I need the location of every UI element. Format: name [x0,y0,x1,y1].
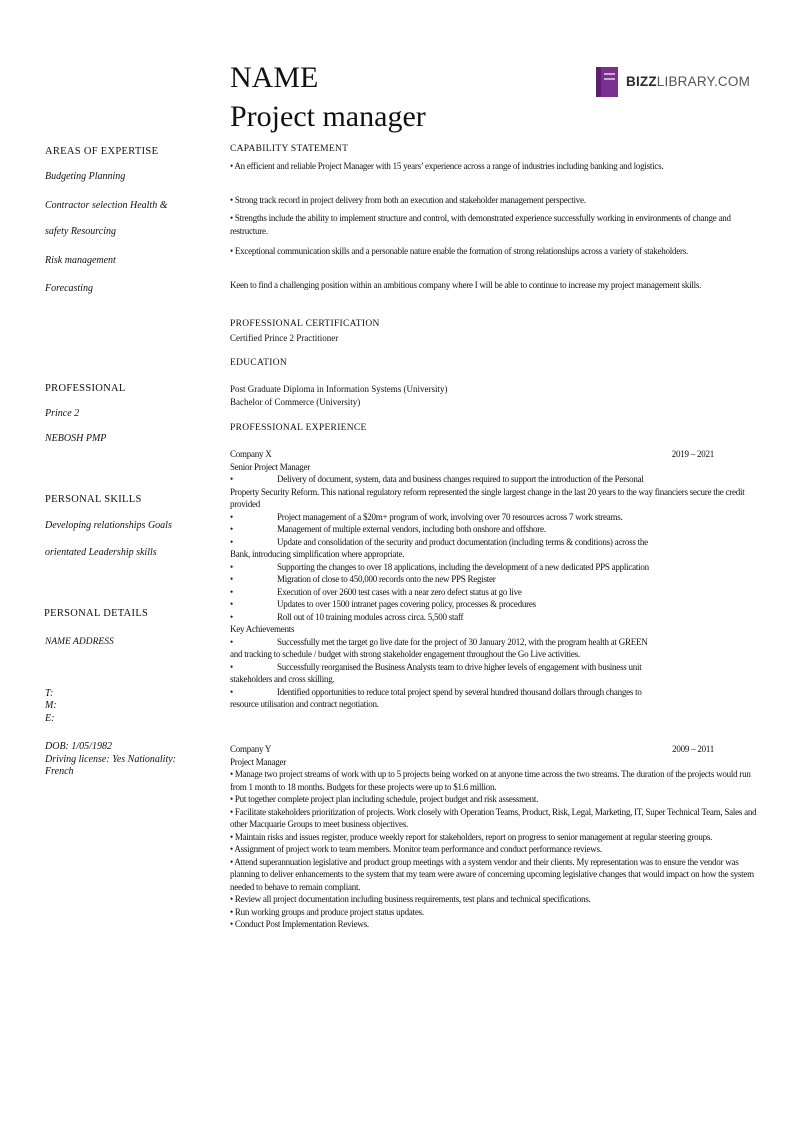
expertise-line: Forecasting [45,283,93,294]
skills-heading: PERSONAL SKILLS [45,494,142,505]
company-name: Company X [230,449,272,459]
professional-line: NEBOSH PMP [45,433,107,444]
company-name: Company Y [230,744,272,754]
job-1 [230,448,760,711]
expertise-line: Budgeting Planning [45,171,126,182]
job-2 [230,743,760,931]
job-bullet: • Project management of a $20m+ program of work, involving over 70 resources across 7 work streams. [230,511,623,522]
capability-item: • Strengths include the ability to implement structure and control, with demonstrated experience successfully working in environments of change and restructure. [230,213,731,236]
driving-license: Driving license: Yes Nationality: [45,754,177,765]
job-role: Senior Project Manager [230,461,310,472]
capability-item: • An efficient and reliable Project Manager with 15 years’ experience across a range of industries including banking and logistics. [230,161,664,171]
job-bullet: • Execution of over 2600 test cases with a near zero defect status at go live [230,586,522,597]
achievement-cont: resource utilisation and contract negotiation. [230,699,379,709]
nationality: French [45,766,74,777]
job-bullet: • Conduct Post Implementation Reviews. [230,919,369,929]
job-bullet: • Maintain risks and issues register, produce weekly report for stakeholders, report on progress to senior management at regular steering groups. [230,831,713,842]
job-bullet: • Update and consolidation of the security and product documentation (including terms & conditions) across the [230,536,648,547]
professional-heading: PROFESSIONAL [45,383,126,394]
job-bullet: • Manage two project streams of work with up to 5 projects being worked on at anyone time across the two streams. The duration of the projects would run from 1 month to 18 months. Budgets for these projects were up to $1.6 million. [230,769,751,792]
capability-item: • Exceptional communication skills and a personable nature enable the formation of strong relationships across a variety of stakeholders. [230,246,689,256]
contact-phone: T: [45,688,54,699]
achievement-cont: stakeholders and cross skilling. [230,674,335,684]
job-1-header [230,448,760,461]
job-bullet: • Roll out of 10 training modules across circa. 5,500 staff [230,611,464,622]
contact-email: E: [45,713,55,724]
job-2-header [230,743,760,756]
achievements-heading: Key Achievements [230,624,295,634]
job-dates: 2009 – 2011 [672,744,714,754]
logo-text: BIZZLIBRARY.COM [626,74,751,89]
education-line: Post Graduate Diploma in Information Systems (University) [230,384,448,394]
expertise-line: safety Resourcing [45,226,117,237]
achievement-bullet: • Successfully met the target go live date for the project of 30 January 2012, with the program health at GREEN [230,636,648,647]
candidate-name: NAME [230,61,319,94]
job-dates: 2019 – 2021 [671,449,714,459]
skills-line: Developing relationships Goals [45,520,172,531]
job-bullet: • Put together complete project plan including schedule, project budget and risk assessment. [230,794,539,804]
expertise-line: Risk management [45,255,116,266]
certification-heading: PROFESSIONAL CERTIFICATION [230,319,380,329]
capability-heading: CAPABILITY STATEMENT [230,144,349,154]
bizzlibrary-logo[interactable] [595,67,751,97]
objective-text: Keen to find a challenging position within an ambitious company where I will be able to continue to increase my project management skills. [230,280,702,290]
certification-text: Certified Prince 2 Practitioner [230,333,339,343]
job-bullet: • Updates to over 1500 intranet pages covering policy, processes & procedures [230,599,536,609]
experience-heading: PROFESSIONAL EXPERIENCE [230,423,367,433]
achievement-bullet: • Successfully reorganised the Business Analysts team to drive higher levels of engagement with business unit [230,661,642,672]
details-heading: PERSONAL DETAILS [44,608,149,619]
job-bullet: • Review all project documentation including business requirements, test plans and technical specifications. [230,894,591,904]
dob: DOB: 1/05/1982 [45,741,112,752]
achievement-bullet: • Identified opportunities to reduce total project spend by several hundred thousand dollars through changes to [230,686,642,697]
job-bullet: • Run working groups and produce project status updates. [230,906,424,917]
job-bullet: • Supporting the changes to over 18 applications, including the development of a new dedicated PPS application [230,561,649,572]
professional-line: Prince 2 [45,408,80,419]
job-bullet: • Facilitate stakeholders prioritization of projects. Work closely with Operation Teams, Product, Risk, Legal, Marketing, IT, Super Technical Team, Sales and other Macquarie Groups to meet business objectives. [230,806,757,829]
job-bullet: • Management of multiple external vendors, including both onshore and offshore. [230,524,546,534]
job-bullet: • Assignment of project work to team members. Monitor team performance and conduct performance reviews. [230,844,602,854]
education-line: Bachelor of Commerce (University) [230,397,361,407]
job-bullet: • Delivery of document, system, data and business changes required to support the introduction of the Personal [230,474,644,484]
job-bullet-cont: Property Security Reform. This national regulatory reform represented the single largest change in the last 20 years to the way financiers secure the credit provided [230,486,745,509]
education-heading: EDUCATION [230,358,288,368]
job-role: Project Manager [230,756,286,767]
job-bullet: • Attend superannuation legislative and product group meetings with a system vendor and their clients. My representation was to ensure the vendor was planning to deliver enhancements to the system that my team were aware of concerning upcoming legislative changes that would impact on how the system needed to behave to remain compliant. [230,856,754,892]
capability-item: • Strong track record in project delivery from both an execution and stakeholder management perspective. [230,195,586,205]
job-title: Project manager [230,100,426,133]
book-icon [595,67,621,97]
achievement-cont: and tracking to schedule / budget with strong stakeholder engagement throughout the Go Live activities. [230,649,580,659]
contact-mobile: M: [45,700,57,711]
job-bullet: • Migration of close to 450,000 records onto the new PPS Register [230,574,496,584]
details-name-address: NAME ADDRESS [45,637,114,647]
skills-line: orientated Leadership skills [45,547,157,558]
job-bullet-cont: Bank, introducing simplification where appropriate. [230,549,405,559]
expertise-heading: AREAS OF EXPERTISE [45,146,159,157]
expertise-line: Contractor selection Health & [45,200,168,211]
